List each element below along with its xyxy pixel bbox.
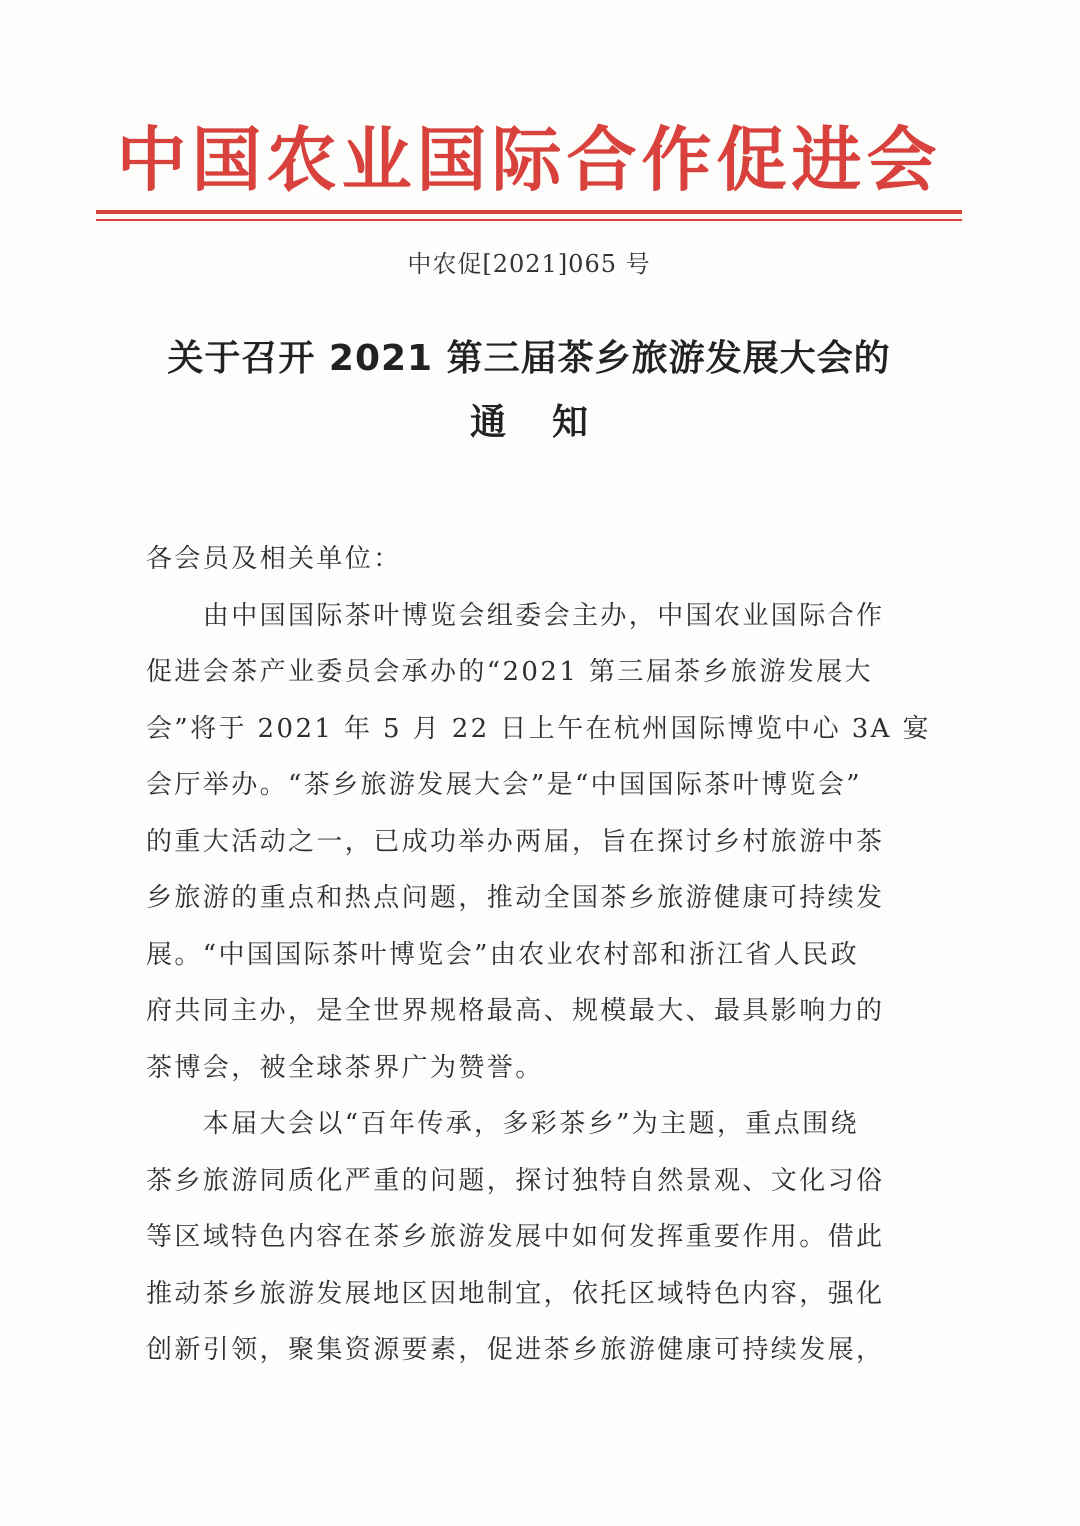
paragraph-2-line: 本届大会以“百年传承，多彩茶乡”为主题，重点围绕 [146, 1109, 859, 1139]
paragraph-1-line: 会厅举办。“茶乡旅游发展大会”是“中国国际茶叶博览会” [146, 770, 862, 800]
header-rule-thin [96, 219, 962, 221]
document-title: 关于召开 2021 第三届茶乡旅游发展大会的 [167, 338, 891, 379]
paragraph-1-line: 乡旅游的重点和热点问题，推动全国茶乡旅游健康可持续发 [146, 883, 885, 913]
paragraph-1-line: 茶博会，被全球茶界广为赞誉。 [146, 1053, 544, 1083]
paragraph-1-line: 的重大活动之一，已成功举办两届，旨在探讨乡村旅游中茶 [146, 827, 885, 857]
header-rule-thick [96, 210, 962, 214]
salutation: 各会员及相关单位： [146, 544, 402, 574]
document-number: 中农促[2021]065 号 [407, 250, 651, 278]
paragraph-1-line: 促进会茶产业委员会承办的“2021 第三届茶乡旅游发展大 [146, 657, 873, 687]
notice-char-2: 知 [552, 402, 589, 443]
paragraph-2-line: 推动茶乡旅游发展地区因地制宜，依托区域特色内容，强化 [146, 1279, 885, 1309]
paragraph-1-line: 府共同主办，是全世界规格最高、规模最大、最具影响力的 [146, 996, 885, 1026]
paragraph-2-line: 茶乡旅游同质化严重的问题，探讨独特自然景观、文化习俗 [146, 1166, 885, 1196]
document-title-notice [96, 396, 962, 450]
paragraph-1-line: 由中国国际茶叶博览会组委会主办，中国农业国际合作 [146, 601, 885, 631]
organization-header: 中国农业国际合作促进会 [116, 119, 942, 201]
paragraph-2-line: 等区域特色内容在茶乡旅游发展中如何发挥重要作用。借此 [146, 1222, 885, 1252]
paragraph-1-line: 会”将于 2021 年 5 月 22 日上午在杭州国际博览中心 3A 宴 [146, 714, 931, 744]
paragraph-2-line: 创新引领，聚集资源要素，促进茶乡旅游健康可持续发展， [146, 1335, 885, 1365]
paragraph-1-line: 展。“中国国际茶叶博览会”由农业农村部和浙江省人民政 [146, 940, 859, 970]
notice-char-1: 通 [469, 402, 506, 443]
